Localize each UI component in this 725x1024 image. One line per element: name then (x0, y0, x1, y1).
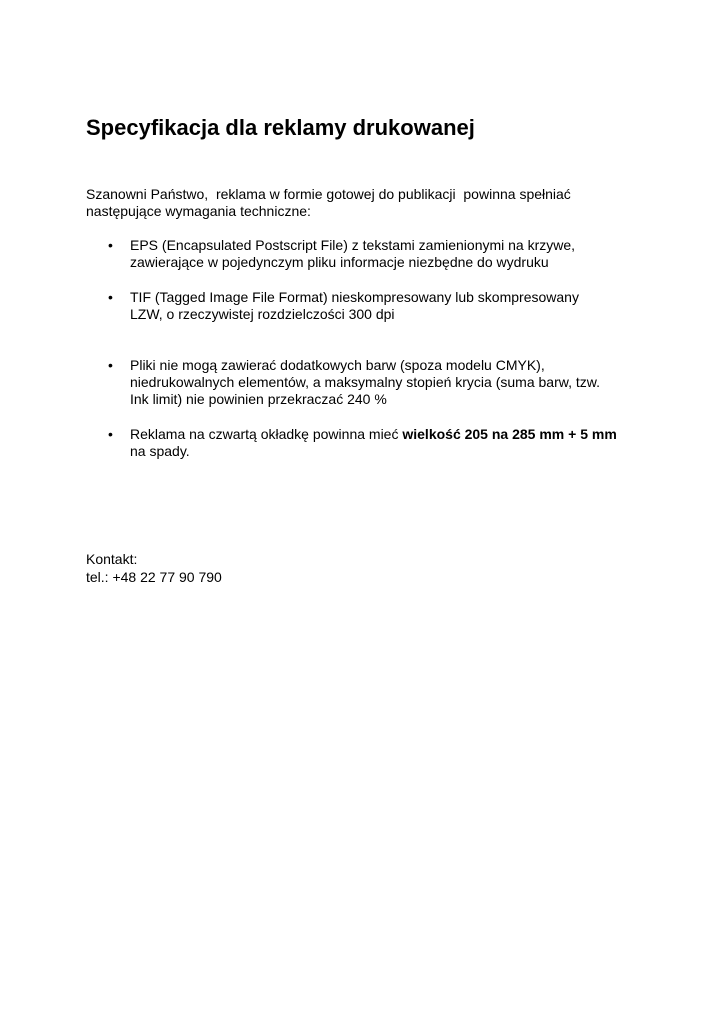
contact-block (86, 550, 222, 586)
contact-label: Kontakt: (86, 551, 138, 567)
list-item-line (130, 426, 666, 443)
bullet-icon: • (108, 357, 113, 373)
bullet-icon: • (108, 426, 113, 442)
list-item-line: EPS (Encapsulated Postscript File) z tekstami zamienionymi na krzywe, (130, 237, 576, 253)
intro-line-1: Szanowni Państwo, reklama w formie gotowej do publikacji powinna spełniać (86, 186, 571, 202)
bullet-icon: • (108, 237, 113, 253)
intro-line-2: następujące wymagania techniczne: (86, 203, 311, 219)
list-item-line: na spady. (130, 443, 190, 459)
list-item-text (130, 289, 666, 323)
list-item-line: zawierające w pojedynczym pliku informacje niezbędne do wydruku (130, 254, 549, 270)
list-item-text (130, 357, 666, 408)
document-title: Specyfikacja dla reklamy drukowanej (86, 115, 475, 140)
list-item-text (130, 237, 666, 271)
list-item-line: LZW, o rzeczywistej rozdzielczości 300 dpi (130, 306, 395, 322)
list-item-line: TIF (Tagged Image File Format) nieskompresowany lub skompresowany (130, 289, 579, 305)
requirements-list (86, 0, 666, 1024)
cover-size-value: wielkość 205 na 285 mm + 5 mm (402, 426, 617, 442)
list-item-line: Ink limit) nie powinien przekraczać 240 % (130, 391, 387, 407)
list-item-text (130, 426, 666, 460)
contact-phone: tel.: +48 22 77 90 790 (86, 569, 222, 585)
list-item-line: Pliki nie mogą zawierać dodatkowych barw (spoza modelu CMYK), (130, 357, 545, 373)
bullet-icon: • (108, 289, 113, 305)
list-item-line: niedrukowalnych elementów, a maksymalny stopień krycia (suma barw, tzw. (130, 374, 600, 390)
cover-size-prefix: Reklama na czwartą okładkę powinna mieć (130, 426, 403, 442)
